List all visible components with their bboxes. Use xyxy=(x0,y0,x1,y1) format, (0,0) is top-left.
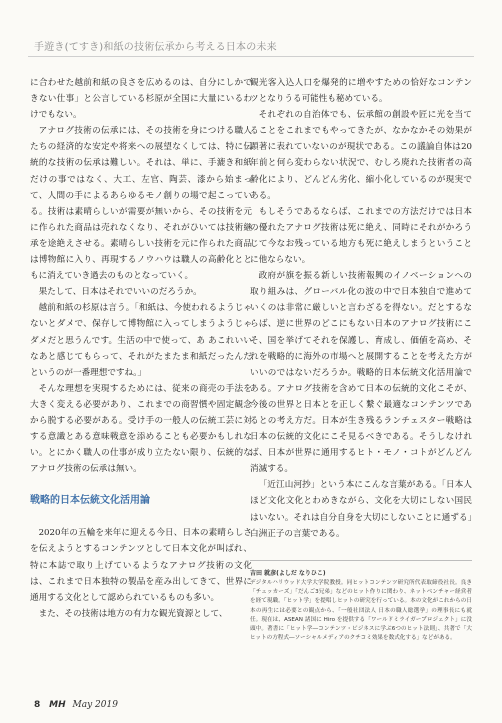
page-number: 8 xyxy=(34,700,41,710)
paragraph: もしそうであるならば、これまでの方法だけでは日本の優れたアナログ技術は死に絶え、同時にそれがかろうじて今なお残っている地方も死に絶えしまうということに他ならない。 xyxy=(250,206,472,266)
author-bio-text: デジタルハリウッド大学大学院教授。同ヒットコンテンツ研究所代表取締役社長。良き「チェッカーズ」「だんご3兄弟」などのヒット作りに関わり、ネットベンチャー経営者を経て現職。「ヒット学」を提唱しヒットの研究を行っている。本の文化がこれからの日本の再生には必要との観点から、「一般社団法人 日本の職人総選挙」の理事長にも就任。現在は、ASEAN 諸国に Hiro を提供する「ワールドミライガープロジェクト」に没頭中。著書に「ヒット学―コンテンツ・ビジネスに学ぶ6つのヒット法則」、共著で「大ヒットの方程式―ソーシャルメディアのクチコミ効果を数式化する」などがある。 xyxy=(250,579,472,642)
paragraph: 越前和紙の杉原は言う。「和紙は、今使われるようじゃないとダメで、保存して博物館に入ってしまうようじゃダメだと思うんです。生活の中で使って、あ あこれいいなあと感じてもらって、それがたまたま和紙だったんだというのが一番理想ですね。」 xyxy=(30,303,252,378)
paragraph: 「近江山河抄」という本にこんな言葉がある。「日本人ほど文化文化とわめきながら、文化を大切にしない国民はいない。それは自分自身を大切にしないことに通ずる」白洲正子の言葉である。 xyxy=(250,480,472,539)
paragraph: アナログ技術の伝承には、その技術を身につける職人たちの経済的な安定や将来への展望なくしては、特に伝統的な技術の伝承は難しい。それは、単に、手漉き和紙だけの事ではなく、大工、左官、陶芸、漆から始まって、人間の手によるあらゆるモノ創りの場で起こっている。技術は素晴らしいが需要が無いから、その技術を元に作られた商品は売れなくなり、それがひいては技術継承を途絶えさせる。素晴らしい技術を元に作られた商品は博物館に入り、再現するノウハウは職人の高齢化とともに消えていき過去のものとなっていく。 xyxy=(30,126,252,282)
paragraph: 政府が旗を振る新しい技術報興のイノベーションへの取り組みは、グローバル化の波の中で日本独自で進めていくのは非常に厳しいと言わざるを得ない。だとするならば、逆に世界のどこにもない日本のアナログ技術にこそ、国を挙げてそれを保護し、育成し、価値を高め、それを戦略的に海外の市場へと展開することを考えた方がいいのではないだろうか。戦略的日本伝統文化活用論である。アナログ技術を含めて日本の伝統的文化こそが、今後の世界と日本とを正しく繋ぐ最適なコンテンツであるとの考え方だ。日本が生き残るランチェスター戦略は日本の伝統的文化にこそ見るべきである。そうしなければ、日本が世界に通用するヒト・モノ・コトがどんどん消滅する。 xyxy=(250,271,472,475)
section-title: 戦略的日本伝統文化活用論 xyxy=(30,495,150,507)
header-divider xyxy=(28,56,474,57)
paragraph: そんな理想を実現するためには、従来の商売の手法を大きく変える必要があり、これまでの商習慣や固定観念から脱する必要がある。受け手の一般人の伝統工芸に対する意識とある意味戦意を添めることも必要かもしれない。とにかく職人の仕事が成り立たない限り、伝統的なアナログ技術の伝承は無い。 xyxy=(30,383,252,475)
paragraph: また、その技術は地方の有力な観光資源として、 xyxy=(38,608,228,619)
paragraph: 果たして、日本はそれでいいのだろうか。 xyxy=(38,287,202,298)
left-column xyxy=(30,75,252,622)
running-header: 手遊き(てすき)和紙の技術伝承から考える日本の未来 xyxy=(34,42,277,53)
page-footer xyxy=(34,700,118,710)
right-column xyxy=(250,75,472,643)
author-name: 吉田 就彦(よしだ なりひこ) xyxy=(250,569,326,577)
issue-date: May 2019 xyxy=(72,700,118,710)
magazine-name: MH xyxy=(49,700,66,710)
bio-divider xyxy=(250,560,472,561)
author-bio xyxy=(250,569,472,644)
paragraph: それぞれの自治体でも、伝承館の創設や匠に光を当てることをこれまでもやってきたが、なかなかその効果が顕著に表れていないのが現状である。この議論自体は20年前と何ら変わらない状況で、むしろ廃れた技術者の高齢化により、どんどん劣化、縮小化しているのが現実である。 xyxy=(250,110,472,201)
paragraph: に合わせた越前和紙の良さを広めるのは、自分にしかできない仕事」と公言している杉原が全国に大量にいるわけでもない。 xyxy=(30,78,252,121)
paragraph: 観光客入込人口を爆発的に増やすための恰好なコンテンツとなりうる可能性も秘めている。 xyxy=(250,78,472,105)
paragraph: 2020年の五輪を来年に迎える今日、日本の素晴らしさを伝えようとするコンテンツとして日本文化が叫ばれ、特に本誌で取り上げているようなアナログ技術の文化は、これまで日本独特の製品を産み出してきて、世界に通用する文化として認められているものも多い。 xyxy=(30,528,252,603)
